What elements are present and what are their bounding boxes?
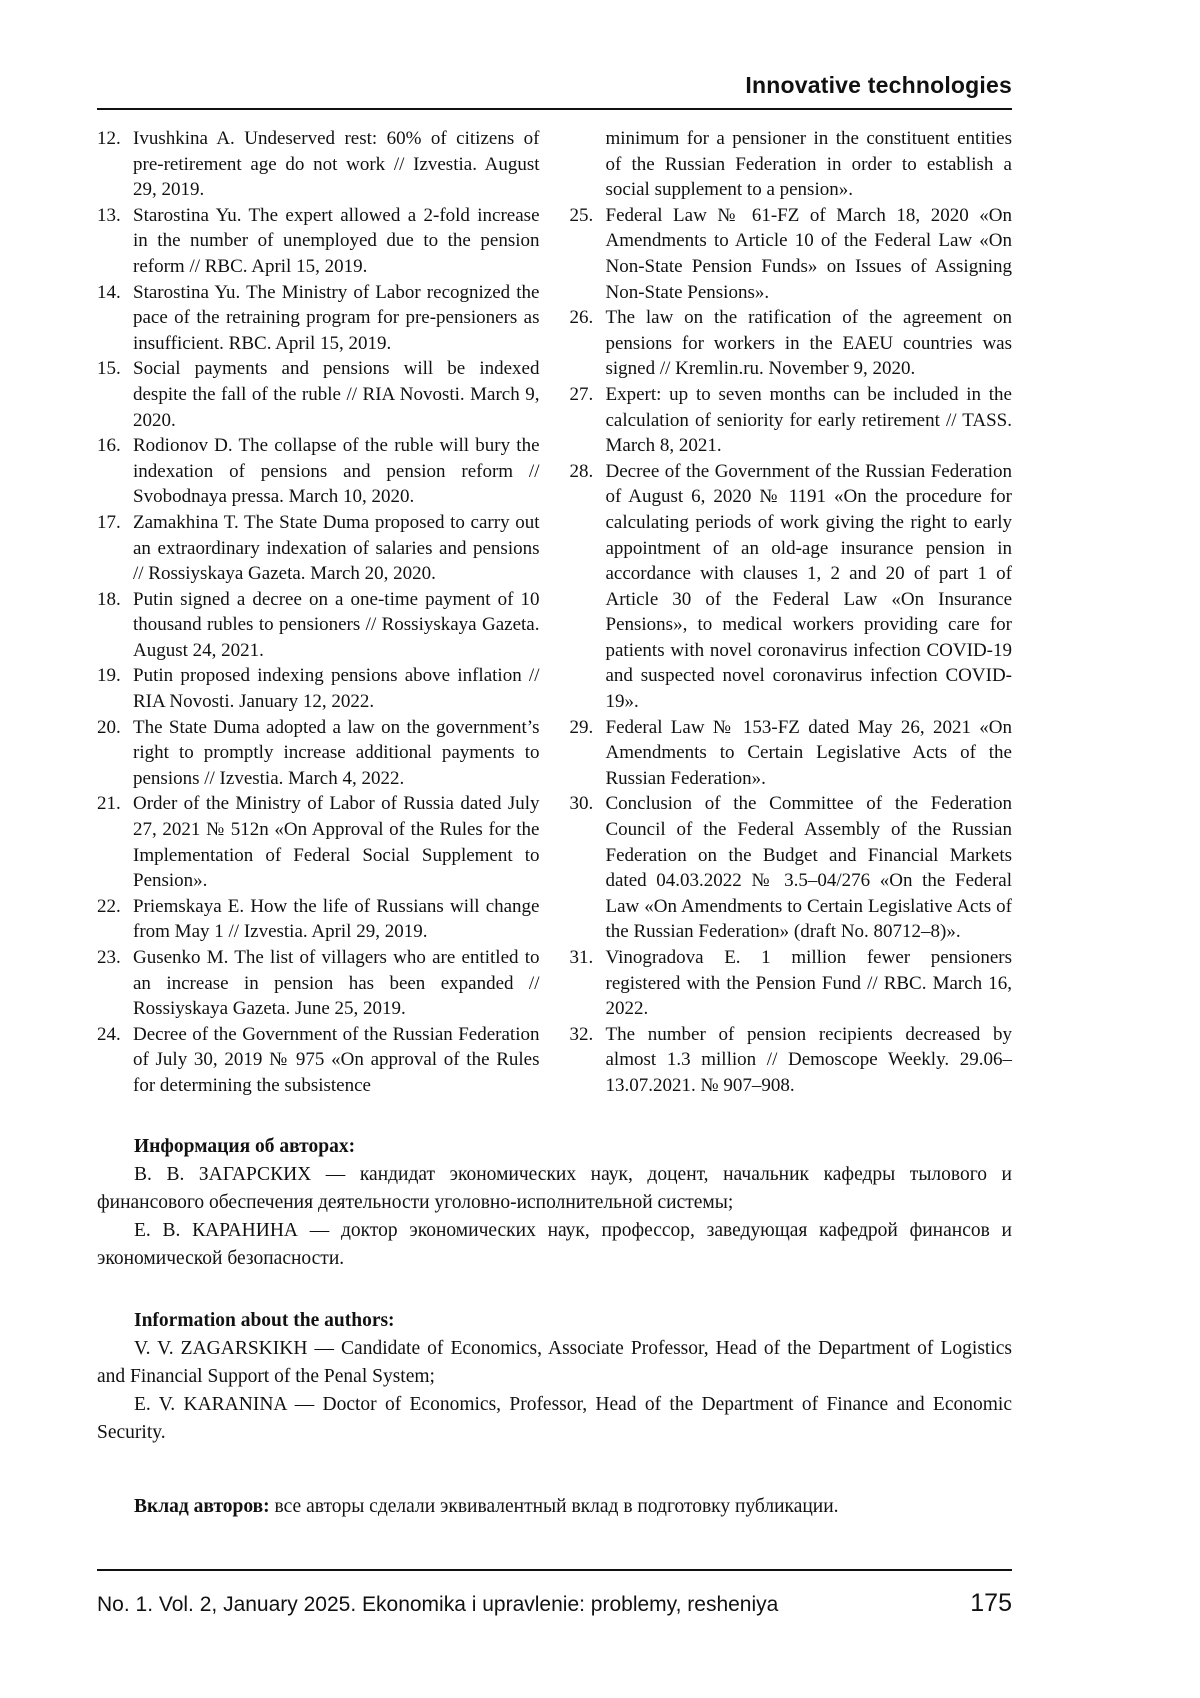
reference-number: 13. xyxy=(97,204,121,226)
reference-text: Conclusion of the Committee of the Federation Council of the Federal Assembly of the Russian Federation on the Budget and Financial Markets dated 04.03.2022 № 3.5–04/276 «On the Federal Law «On Amendments to Certain Legislative Acts of the Russian Federation» (draft No. 80712–8)». xyxy=(605,793,1012,943)
reference-text: The State Duma adopted a law on the government’s right to promptly increase additional payments to pensions // Izvestia. March 4, 2022. xyxy=(133,716,540,789)
reference-text: Putin signed a decree on a one-time payment of 10 thousand rubles to pensioners // Rossiyskaya Gazeta. August 24, 2021. xyxy=(133,588,540,661)
references-column-right xyxy=(570,126,1013,1099)
reference-text: Social payments and pensions will be indexed despite the fall of the ruble // RIA Novosti. March 9, 2020. xyxy=(133,358,540,431)
reference-text: Putin proposed indexing pensions above inflation // RIA Novosti. January 12, 2022. xyxy=(133,665,540,713)
reference-text: Starostina Yu. The expert allowed a 2-fold increase in the number of unemployed due to the pension reform // RBC. April 15, 2019. xyxy=(133,204,540,277)
reference-number: 15. xyxy=(97,358,121,380)
reference-text: The number of pension recipients decreased by almost 1.3 million // Demoscope Weekly. 29.06–13.07.2021. № 907–908. xyxy=(605,1023,1012,1096)
contribution-label: Вклад авторов: xyxy=(134,1495,270,1517)
reference-text: Priemskaya E. How the life of Russians will change from May 1 // Izvestia. April 29, 2019. xyxy=(133,895,540,943)
authors-info-ru-heading: Информация об авторах: xyxy=(134,1135,356,1157)
authors-info-en xyxy=(97,1307,1012,1447)
reference-item-24-continuation: minimum for a pensioner in the constituent entities of the Russian Federation in order to establish a social supplement to a pension». xyxy=(605,128,1012,201)
reference-number: 20. xyxy=(97,716,121,738)
reference-text: Gusenko M. The list of villagers who are entitled to an increase in pension has been expanded // Rossiyskaya Gazeta. June 25, 2019. xyxy=(133,947,540,1020)
reference-text: Decree of the Government of the Russian Federation of July 30, 2019 № 975 «On approval of the Rules for determining the subsistence xyxy=(133,1023,540,1096)
author-entry-ru-1: В. В. ЗАГАРСКИХ — кандидат экономических наук, доцент, начальник кафедры тылового и финансового обеспечения деятельности уголовно-исполнительной системы; xyxy=(97,1163,1012,1213)
reference-item-28 xyxy=(570,459,1013,715)
author-entry-en-1: V. V. ZAGARSKIKH — Candidate of Economics, Associate Professor, Head of the Department of Logistics and Financial Support of the Penal System; xyxy=(97,1337,1012,1387)
reference-item-20 xyxy=(97,715,540,792)
reference-number: 32. xyxy=(569,1023,594,1045)
authors-info-ru xyxy=(97,1133,1012,1273)
reference-text: The law on the ratification of the agreement on pensions for workers in the EAEU countries was signed // Kremlin.ru. November 9, 2020. xyxy=(605,307,1012,380)
running-head: Innovative technologies xyxy=(745,72,1012,98)
reference-item-22 xyxy=(97,894,540,945)
page-footer xyxy=(97,1569,1012,1618)
reference-number: 28. xyxy=(569,460,594,482)
contribution-statement xyxy=(97,1493,1012,1521)
reference-text: Expert: up to seven months can be included in the calculation of seniority for early retirement // TASS. March 8, 2021. xyxy=(605,383,1012,457)
contribution-text: все авторы сделали эквивалентный вклад в подготовку публикации. xyxy=(274,1495,839,1517)
reference-item-16 xyxy=(97,433,540,510)
reference-item-12 xyxy=(97,126,540,203)
reference-number: 23. xyxy=(97,947,121,968)
reference-number: 22. xyxy=(97,895,121,917)
reference-number: 12. xyxy=(97,128,121,149)
page-header xyxy=(97,72,1012,110)
reference-number: 17. xyxy=(97,511,121,533)
reference-item-26 xyxy=(570,305,1013,382)
author-entry-ru-2: Е. В. КАРАНИНА — доктор экономических наук, профессор, заведующая кафедрой финансов и экономической безопасности. xyxy=(97,1219,1012,1269)
reference-item-31 xyxy=(570,945,1013,1022)
reference-number: 18. xyxy=(97,588,121,610)
reference-number: 30. xyxy=(569,793,594,815)
reference-item-15 xyxy=(97,356,540,433)
reference-number: 26. xyxy=(569,307,594,329)
reference-number: 16. xyxy=(97,435,121,457)
reference-number: 29. xyxy=(569,716,594,738)
reference-text: Zamakhina T. The State Duma proposed to carry out an extraordinary indexation of salaries and pensions // Rossiyskaya Gazeta. March 20, 2020. xyxy=(133,511,540,585)
reference-text: Ivushkina A. Undeserved rest: 60% of citizens of pre-retirement age do not work // Izvestia. August 29, 2019. xyxy=(133,128,540,201)
reference-text: Decree of the Government of the Russian Federation of August 6, 2020 № 1191 «On the procedure for calculating periods of work giving the right to early appointment of an old-age insurance pension in accordance with clauses 1, 2 and 20 of part 1 of Article 30 of the Federal Law «On Insurance Pensions», to medical workers providing care for patients with novel coronavirus infection COVID-19 and suspected novel coronavirus infection COVID-19». xyxy=(605,460,1012,713)
reference-item-17 xyxy=(97,510,540,587)
reference-item-19 xyxy=(97,663,540,714)
reference-text: Order of the Ministry of Labor of Russia dated July 27, 2021 № 512n «On Approval of the Rules for the Implementation of Federal Social Supplement to Pension». xyxy=(133,793,540,892)
reference-item-29 xyxy=(570,715,1013,792)
reference-item-23 xyxy=(97,945,540,1022)
reference-item-24 xyxy=(97,1022,540,1099)
author-entry-en-2: E. V. KARANINA — Doctor of Economics, Professor, Head of the Department of Finance and Economic Security. xyxy=(97,1393,1012,1443)
reference-text: Starostina Yu. The Ministry of Labor recognized the pace of the retraining program for pre-pensioners as insufficient. RBC. April 15, 2019. xyxy=(133,281,540,354)
reference-text: Rodionov D. The collapse of the ruble will bury the indexation of pensions and pension reform // Svobodnaya pressa. March 10, 2020. xyxy=(133,435,540,508)
reference-text: Federal Law № 61-FZ of March 18, 2020 «On Amendments to Article 10 of the Federal Law «On Non-State Pension Funds» on Issues of Assigning Non-State Pensions». xyxy=(605,204,1012,303)
reference-number: 14. xyxy=(97,281,121,303)
reference-number: 24. xyxy=(97,1023,121,1045)
reference-number: 25. xyxy=(569,204,594,226)
reference-item-14 xyxy=(97,280,540,357)
page-number: 175 xyxy=(970,1588,1012,1617)
reference-number: 27. xyxy=(569,383,594,405)
authors-info-en-heading: Information about the authors: xyxy=(134,1309,395,1331)
reference-number: 21. xyxy=(97,793,121,815)
reference-number: 31. xyxy=(569,947,594,968)
reference-text: Federal Law № 153-FZ dated May 26, 2021 «On Amendments to Certain Legislative Acts of the Russian Federation». xyxy=(605,716,1012,789)
reference-item-13 xyxy=(97,203,540,280)
references-section xyxy=(97,126,1012,1099)
reference-text: Vinogradova E. 1 million fewer pensioners registered with the Pension Fund // RBC. March 16, 2022. xyxy=(605,947,1012,1020)
reference-item-18 xyxy=(97,587,540,664)
reference-item-27 xyxy=(570,382,1013,459)
reference-item-32 xyxy=(570,1022,1013,1099)
references-column-left xyxy=(97,126,540,1099)
reference-item-21 xyxy=(97,791,540,893)
reference-item-30 xyxy=(570,791,1013,945)
reference-item-25 xyxy=(570,203,1013,305)
reference-number: 19. xyxy=(97,665,121,687)
header-rule xyxy=(97,108,1012,110)
journal-issue-line: No. 1. Vol. 2, January 2025. Ekonomika i upravlenie: problemy, resheniya xyxy=(97,1592,779,1616)
